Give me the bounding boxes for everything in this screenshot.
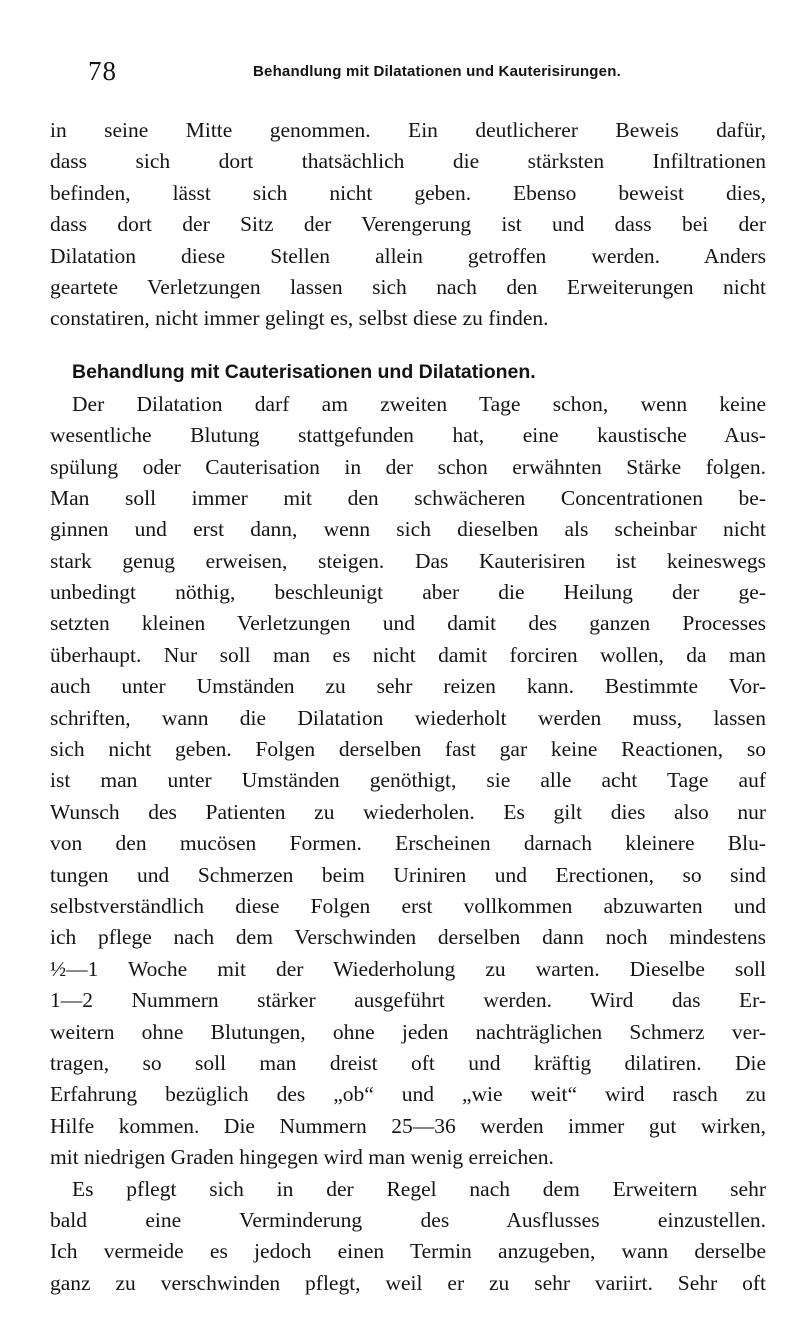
text-line: in seine Mitte genommen. Ein deutlicherer Beweis dafür, [50,118,766,142]
text-line: ist man unter Umständen genöthigt, sie alle acht Tage auf [50,768,766,793]
page-body [50,115,766,1299]
text-line: selbstverständlich diese Folgen erst vollkommen abzuwarten und [50,893,766,918]
text-line: befinden, lässt sich nicht geben. Ebenso beweist dies, [50,180,766,205]
paragraph-2 [50,389,766,1174]
text-line: von den mucösen Formen. Erscheinen darnach kleinere Blu- [50,831,766,856]
text-line: Erfahrung bezüglich des „ob“ und „wie weit“ wird rasch zu [50,1082,766,1107]
running-title: Behandlung mit Dilatationen und Kauterisirungen. [253,63,621,80]
text-line: Der Dilatation darf am zweiten Tage schon, wenn keine [72,391,766,416]
text-line: 1—2 Nummern stärker ausgeführt werden. Wird das Er- [50,988,766,1013]
text-line: constatiren, nicht immer gelingt es, selbst diese zu finden. [50,306,549,331]
text-line: tragen, so soll man dreist oft und kräftig dilatiren. Die [50,1050,766,1075]
text-line: sich nicht geben. Folgen derselben fast gar keine Reactionen, so [50,737,766,762]
page-number: 78 [88,56,117,86]
text-line: Wunsch des Patienten zu wiederholen. Es gilt dies also nur [50,799,766,824]
text-line: wesentliche Blutung stattgefunden hat, eine kaustische Aus- [50,423,766,448]
text-line: auch unter Umständen zu sehr reizen kann. Bestimmte Vor- [50,674,766,699]
text-line: ½—1 Woche mit der Wiederholung zu warten. Dieselbe soll [50,956,766,981]
text-line: geartete Verletzungen lassen sich nach den Erweiterungen nicht [50,274,766,299]
text-line: dass dort der Sitz der Verengerung ist und dass bei der [50,212,766,237]
text-line: ich pflege nach dem Verschwinden derselben dann noch mindestens [50,925,766,950]
text-line: setzten kleinen Verletzungen und damit des ganzen Processes [50,611,766,636]
text-line: Dilatation diese Stellen allein getroffen werden. Anders [50,243,766,268]
page-header [88,52,778,92]
text-line: Es pflegt sich in der Regel nach dem Erweitern sehr [72,1176,766,1201]
text-line: unbedingt nöthig, beschleunigt aber die Heilung der ge- [50,580,766,605]
text-line: tungen und Schmerzen beim Uriniren und Erectionen, so sind [50,862,766,887]
text-line: bald eine Verminderung des Ausflusses einzustellen. [50,1207,766,1232]
text-line: ganz zu verschwinden pflegt, weil er zu sehr variirt. Sehr oft [50,1270,766,1295]
text-line: Man soll immer mit den schwächeren Concentrationen be- [50,485,766,510]
text-line: dass sich dort thatsächlich die stärksten Infiltrationen [50,149,766,174]
text-line: überhaupt. Nur soll man es nicht damit forciren wollen, da man [50,642,766,667]
paragraph-1 [50,115,766,335]
text-line: ginnen und erst dann, wenn sich dieselben als scheinbar nicht [50,517,766,542]
text-line: spülung oder Cauterisation in der schon erwähnten Stärke folgen. [50,454,766,479]
text-line: weitern ohne Blutungen, ohne jeden nachträglichen Schmerz ver- [50,1019,766,1044]
text-line: stark genug erweisen, steigen. Das Kauterisiren ist keineswegs [50,548,766,573]
paragraph-3 [50,1174,766,1300]
section-heading: Behandlung mit Cauterisationen und Dilatationen. [72,360,536,383]
text-line: Ich vermeide es jedoch einen Termin anzugeben, wann derselbe [50,1239,766,1264]
text-line: mit niedrigen Graden hingegen wird man wenig erreichen. [50,1145,554,1170]
text-line: schriften, wann die Dilatation wiederholt werden muss, lassen [50,705,766,730]
text-line: Hilfe kommen. Die Nummern 25—36 werden immer gut wirken, [50,1113,766,1138]
